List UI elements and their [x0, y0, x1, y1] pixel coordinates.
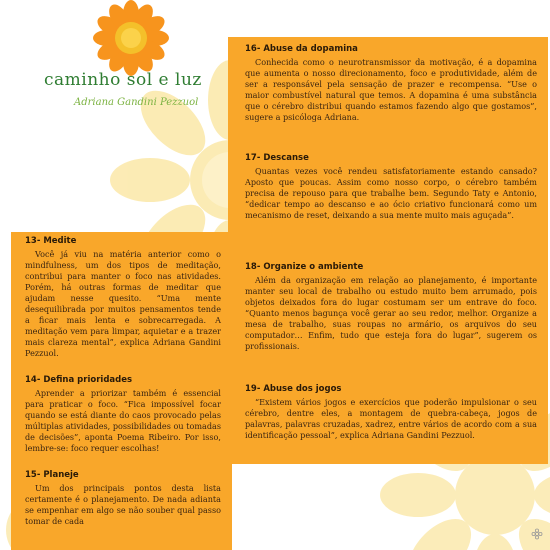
section-meditate: [25, 236, 221, 359]
section-body: Aprender a priorizar também é essencial para praticar o foco. “Fica impossível focar quando se está diante do caos provocado pelas múltiplas atividades, possibilidades ou tomadas de decisões”, aponta Poema Ribeiro. Por isso, lembre-se: foco requer escolhas!: [25, 387, 221, 453]
brand-author: Adriana Gandini Pezzuol: [74, 97, 199, 108]
section-heading: 17- Descanse: [245, 153, 309, 163]
section-body: Além da organização em relação ao planejamento, é importante manter seu local de trabalho ou estudo muito bem arrumado, pois objetos deixados fora do lugar costumam ser um entrave do foco. “Quanto menos bagunça você gerar ao seu redor, melhor. Organize a mesa de trabalho, suas roupas no armário, os arquivos do seu computador… Enfim, tudo que esteja fora do lugar”, sugerem os profissionais.: [245, 274, 537, 351]
section-body: Conhecida como o neurotransmissor da motivação, é a dopamina que aumenta o nosso direcionamento, foco e produtividade, além de ser a responsável pela sensação de prazer e recompensa. “Use o maior combustível natural que temos. A dopamina é uma substância que o cérebro distribui quando estamos fazendo algo que gostamos”, sugere a psicóloga Adriana.: [245, 56, 537, 122]
section-heading: 14- Defina prioridades: [25, 375, 133, 385]
flower-outline-icon: [531, 528, 543, 540]
section-body: Você já viu na matéria anterior como o mindfulness, um dos tipos de meditação, contribui para manter o foco nas atividades. Porém, há outras formas de meditar que ajudam nesse quesito. “Uma mente desequilibrada por muitos pensamentos tende a ficar mais lenta e sobrecarregada. A meditação vem para limpar, aquietar e a trazer mais clareza mental”, explica Adriana Gandini Pezzuol.: [25, 248, 221, 358]
section-organize: [245, 262, 537, 352]
section-heading: 13- Medite: [25, 236, 77, 246]
section-rest: [245, 153, 537, 221]
section-plan: [25, 470, 221, 527]
section-body: Quantas vezes você rendeu satisfatoriamente estando cansado? Aposto que poucas. Assim como nosso corpo, o cérebro também precisa de repouso para que trabalhe bem. Segundo Taty e Antonio, “dedicar tempo ao descanso e ao ócio criativo funcionará como um mecanismo de reset, deixando a sua mente muito mais aguçada”.: [245, 165, 537, 220]
section-heading: 16- Abuse da dopamina: [245, 44, 358, 54]
section-body: “Existem vários jogos e exercícios que poderão impulsionar o seu cérebro, dentre eles, a montagem de quebra-cabeça, jogos de palavras, palavras cruzadas, xadrez, entre vários de acordo com a sua identificação pessoal”, explica Adriana Gandini Pezzuol.: [245, 396, 537, 440]
section-dopamine: [245, 44, 537, 123]
brand-title: caminho sol e luz: [44, 70, 202, 90]
section-heading: 19- Abuse dos jogos: [245, 384, 342, 394]
section-heading: 15- Planeje: [25, 470, 79, 480]
section-games: [245, 384, 537, 441]
section-body: Um dos principais pontos desta lista certamente é o planejamento. De nada adianta se empenhar em algo se não souber qual passo tomar de cada: [25, 482, 221, 526]
section-priorities: [25, 375, 221, 454]
section-heading: 18- Organize o ambiente: [245, 262, 364, 272]
